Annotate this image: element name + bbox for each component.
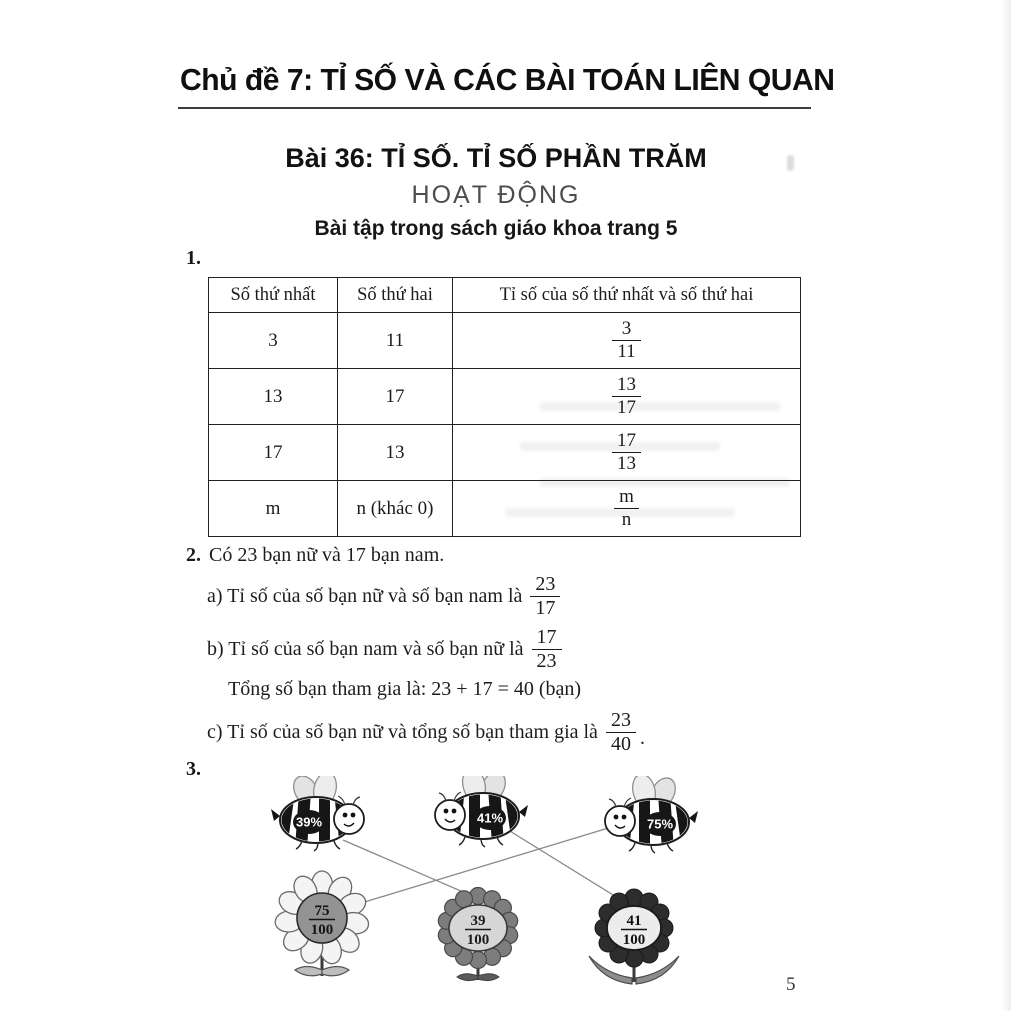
problem2-total [228,678,581,701]
part-a-text: a) Tỉ số của số bạn nữ và số bạn nam là [207,584,523,607]
fraction-denominator: n [621,509,632,530]
fraction [612,431,641,474]
problem1-label: 1. [186,247,201,269]
flower-75-denominator: 100 [310,922,334,938]
problem2-label: 2. [186,544,201,566]
bleed-through-artifact [505,508,735,517]
cell-first: 13 [209,369,338,425]
fraction [532,627,562,672]
fraction-numerator: 3 [612,319,640,341]
bee-41-label: 41% [476,810,504,826]
bee-75 [605,776,698,853]
cell-ratio [453,313,801,369]
fraction [612,375,641,418]
problem2-intro-text: Có 23 bạn nữ và 17 bạn nam. [209,544,445,566]
fraction-numerator: m [614,487,639,509]
flower-41-denominator: 100 [622,932,646,948]
problem2-part-b [207,623,562,675]
fraction [612,319,640,362]
cell-ratio [453,425,801,481]
bee-75-label: 75% [646,816,674,832]
line-bee41-to-flower41 [505,828,618,898]
part-b-text: b) Tỉ số của số bạn nam và số bạn nữ là [207,637,524,660]
lesson-section-heading: HOẠT ĐỘNG [411,181,581,209]
cell-second: 11 [338,313,453,369]
bleed-through-artifact [520,442,720,451]
fraction-denominator: 13 [617,453,636,474]
table-header-row [209,278,801,313]
flower-75 [274,871,370,976]
chapter-title-underline [178,107,811,109]
page-number: 5 [786,974,796,995]
table-header-first: Số thứ nhất [209,278,338,313]
fraction-numerator: 17 [532,627,562,650]
flower-41-numerator: 41 [626,913,642,929]
cell-second: n (khác 0) [338,481,453,537]
part-c-text: c) Tỉ số của số bạn nữ và tổng số bạn tham gia là [207,720,598,743]
bleed-through-artifact [540,478,790,487]
fraction-denominator: 40 [610,732,631,755]
fraction-denominator: 11 [617,341,636,362]
fraction-numerator: 23 [530,574,560,597]
bee-41 [435,776,528,847]
fraction [606,710,636,755]
table-row [209,313,801,369]
lesson-subtitle: Bài tập trong sách giáo khoa trang 5 [314,217,678,240]
cell-first: 17 [209,425,338,481]
flower-39-numerator: 39 [470,913,486,929]
bleed-through-artifact [540,402,780,411]
fraction-numerator: 17 [612,431,641,453]
table-row [209,425,801,481]
table-header-second: Số thứ hai [338,278,453,313]
flower-39 [437,888,520,981]
cell-first: m [209,481,338,537]
flower-75-numerator: 75 [314,903,330,919]
cell-ratio [453,369,801,425]
cell-second: 13 [338,425,453,481]
page-edge-shading [1001,0,1011,1011]
cell-second: 17 [338,369,453,425]
fraction-numerator: 13 [612,375,641,397]
bleed-through-artifact [787,155,794,171]
bee-39-label: 39% [295,814,323,830]
fraction-denominator: 23 [536,649,557,672]
fraction [530,574,560,619]
problem2-intro [186,544,444,567]
bee-39 [271,776,364,851]
cell-first: 3 [209,313,338,369]
flower-41 [589,889,679,984]
total-text: Tổng số bạn tham gia là: 23 + 17 = 40 (bạn) [228,678,582,700]
problem2-part-c [207,706,645,758]
flower-39-denominator: 100 [466,932,490,948]
problem2-part-a [207,570,560,622]
bees-flowers-illustration [270,776,710,990]
table-row [209,369,801,425]
lesson-title: Bài 36: TỈ SỐ. TỈ SỐ PHẦN TRĂM [285,143,707,173]
line-bee39-to-flower39 [343,840,477,898]
fraction-denominator: 17 [617,397,636,418]
chapter-title: Chủ đề 7: TỈ SỐ VÀ CÁC BÀI TOÁN LIÊN QUAN [180,62,835,97]
sentence-period: . [639,727,645,749]
table-header-ratio: Tỉ số của số thứ nhất và số thứ hai [453,278,801,313]
problem3-label: 3. [186,758,201,780]
fraction-numerator: 23 [606,710,636,733]
fraction-denominator: 17 [535,596,556,619]
